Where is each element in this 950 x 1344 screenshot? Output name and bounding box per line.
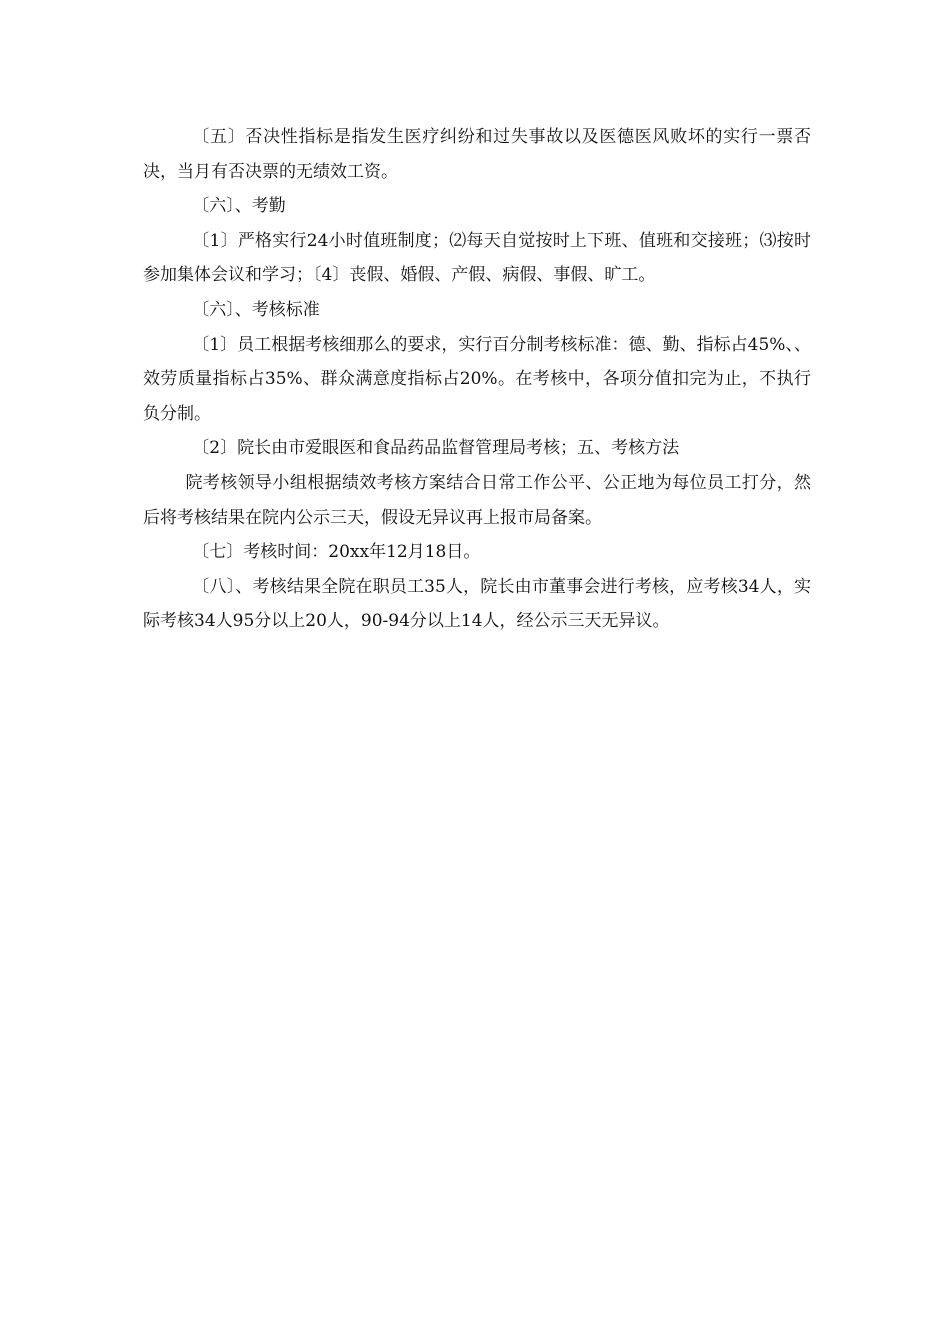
paragraph-director-assessment: 〔2〕院长由市爱眼医和食品药品监督管理局考核；五、考核方法 [192, 438, 680, 459]
document-body [143, 120, 811, 639]
paragraph-assessment-method: 院考核领导小组根据绩效考核方案结合日常工作公平、公正地为每位员工打分，然后将考核结果在院内公示三天，假设无异议再上报市局备案。 [143, 472, 811, 528]
paragraph-assessment-results: 〔八〕、考核结果全院在职员工35人，院长由市董事会进行考核，应考核34人，实际考核34人95分以上20人，90-94分以上14人，经公示三天无异议。 [143, 576, 811, 632]
paragraph-scoring-standard: 〔1〕员工根据考核细那么的要求，实行百分制考核标准：德、勤、指标占45%、、效劳质量指标占35%、群众满意度指标占20%。在考核中，各项分值扣完为止，不执行负分制。 [143, 334, 811, 424]
paragraph-attendance-rules: 〔1〕严格实行24小时值班制度；⑵每天自觉按时上下班、值班和交接班；⑶按时参加集体会议和学习；〔4〕丧假、婚假、产假、病假、事假、旷工。 [143, 230, 811, 286]
paragraph-assessment-time: 〔七〕考核时间：20xx年12月18日。 [192, 542, 481, 563]
heading-assessment-standard: 〔六〕、考核标准 [192, 299, 320, 320]
heading-attendance: 〔六〕、考勤 [192, 196, 286, 217]
paragraph-veto-indicator: 〔五〕否决性指标是指发生医疗纠纷和过失事故以及医德医风败坏的实行一票否决，当月有否决票的无绩效工资。 [143, 127, 811, 182]
